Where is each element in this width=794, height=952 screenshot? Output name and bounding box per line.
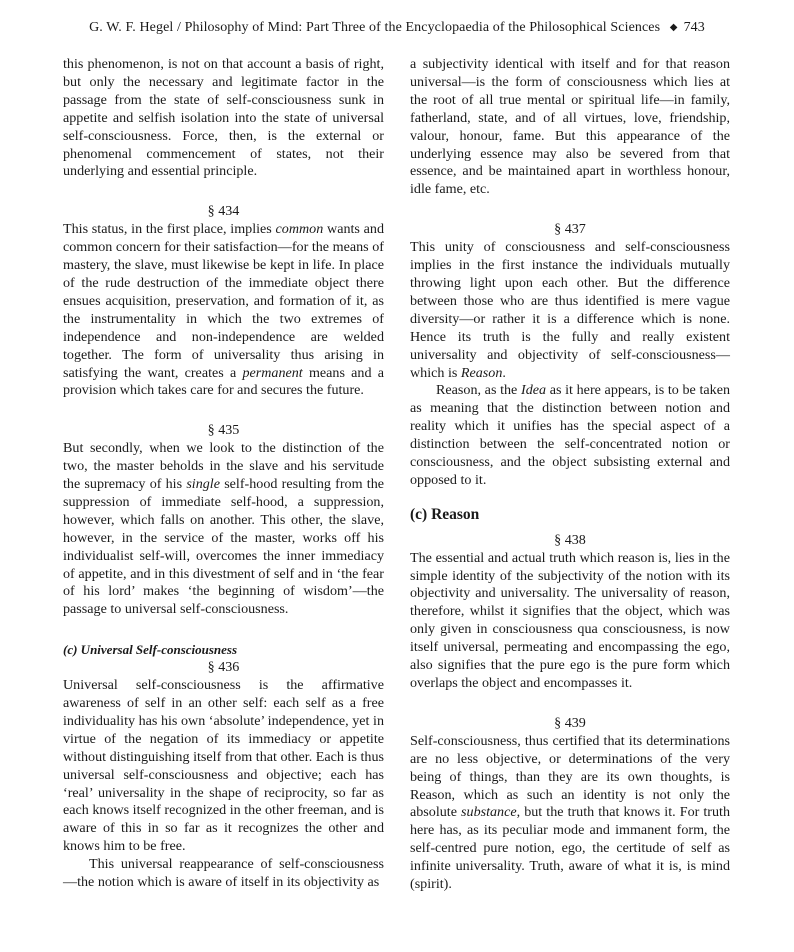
section-436-paragraph-2: This universal reappearance of self-consciousness—the notion which is aware of itself in its objectivity as	[63, 856, 384, 891]
reason-heading: (c) Reason	[410, 505, 480, 523]
intro-paragraph: this phenomenon, is not on that account a basis of right, but only the necessary and legitimate factor in the passage from the state of self-consciousness sunk in appetite and selfish isolation into the state of universal self-consciousness. Force, then, is the external or phenomenal commencement of states, not their underlying and essential principle.	[63, 56, 384, 180]
left-column	[63, 56, 384, 892]
section-439-title: § 439	[554, 714, 586, 731]
section-438-title: § 438	[554, 531, 586, 548]
section-437-paragraph-1: This unity of consciousness and self-consciousness implies in the first instance the individuals mutually throwing light upon each other. But the difference between those who are thus identified is mere vague diversity—or rather it is a difference which is none. Hence its truth is the fully and really existent universality and objectivity of self-consciousness—which is Reason.	[410, 239, 730, 381]
section-434-title: § 434	[207, 203, 240, 220]
section-435-paragraph: But secondly, when we look to the distinction of the two, the master beholds in the slave and his servitude the supremacy of his single self-hood resulting from the suppression of immediate self-hood, a suppression, however, which falls on another. This other, the slave, however, in the service of the master, works off his individualist self-will, overcomes the inner immediacy of appetite, and in this divestment of self and in ‘the fear of his lord’ makes ‘the beginning of wisdom’—the passage to universal self-consciousness.	[63, 440, 384, 618]
header-author: G. W. F. Hegel	[89, 20, 174, 35]
section-436-paragraph-1: Universal self-consciousness is the affirmative awareness of self in an other self: each self as a free individuality has his own ‘absolute’ independence, yet in virtue of the negation of its immediacy or appetite without distinguishing itself from that other. Each is thus universal self-consciousness and objective; each has ‘real’ universality in the shape of reciprocity, so far as each knows itself recognized in the other freeman, and is aware of this in so far as it recognizes the other and knows him to be free.	[63, 677, 384, 855]
section-437-paragraph-2: Reason, as the Idea as it here appears, is to be taken as meaning that the distinction between notion and reality which it unifies has the special aspect of a distinction between the self-concentrated notion or consciousness, and the object subsisting external and opposed to it.	[410, 382, 730, 488]
page-number: 743	[683, 20, 705, 35]
section-436-title: § 436	[207, 659, 240, 676]
section-438-paragraph: The essential and actual truth which reason is, lies in the simple identity of the subjectivity of the notion with its objectivity and universality. The universality of reason, therefore, whilst it signifies that the object, which was only given in consciousness qua consciousness, is now itself universal, permeating and encompassing the ego, also signifies that the pure ego is the pure form which overlaps the object and encompasses it.	[410, 549, 730, 691]
section-434-paragraph: This status, in the first place, implies common wants and common concern for their satisfaction—for the means of mastery, the slave, must likewise be kept in life. In place of the rude destruction of the immediate object there ensues acquisition, preservation, and formation of it, as the instrumentality in which the two extremes of independence and non-independence are welded together. The form of universality thus arising in satisfying the want, creates a permanent means and a provision which takes care for and secures the future.	[63, 221, 384, 399]
header-title: Philosophy of Mind: Part Three of the Encyclopaedia of the Philosophical Sciences	[184, 20, 661, 35]
section-437-title: § 437	[554, 221, 586, 238]
diamond-icon: ◆	[669, 22, 678, 33]
universal-self-consciousness-subheading: (c) Universal Self-consciousness	[63, 642, 238, 658]
continuation-paragraph: a subjectivity identical with itself and for that reason universal—is the form of consciousness which lies at the root of all true mental or spiritual life—in family, fatherland, state, and of all virtues, love, friendship, valour, honour, fame. But this appearance of the underlying essence may also be severed from that essence, and be maintained apart in worthless honour, idle fame, etc.	[410, 56, 730, 198]
right-column	[410, 56, 730, 894]
header-separator: /	[176, 20, 181, 35]
section-435-title: § 435	[207, 422, 240, 439]
section-439-paragraph: Self-consciousness, thus certified that its determinations are no less objective, or determinations of the very being of things, than they are its own thoughts, is Reason, which as such an identity is not only the absolute substance, but the truth that knows it. For truth here has, as its peculiar mode and immanent form, the self-centred pure notion, ego, the certitude of self as infinite universality. Truth, aware of what it is, is mind (spirit).	[410, 732, 730, 893]
running-header	[0, 20, 794, 36]
